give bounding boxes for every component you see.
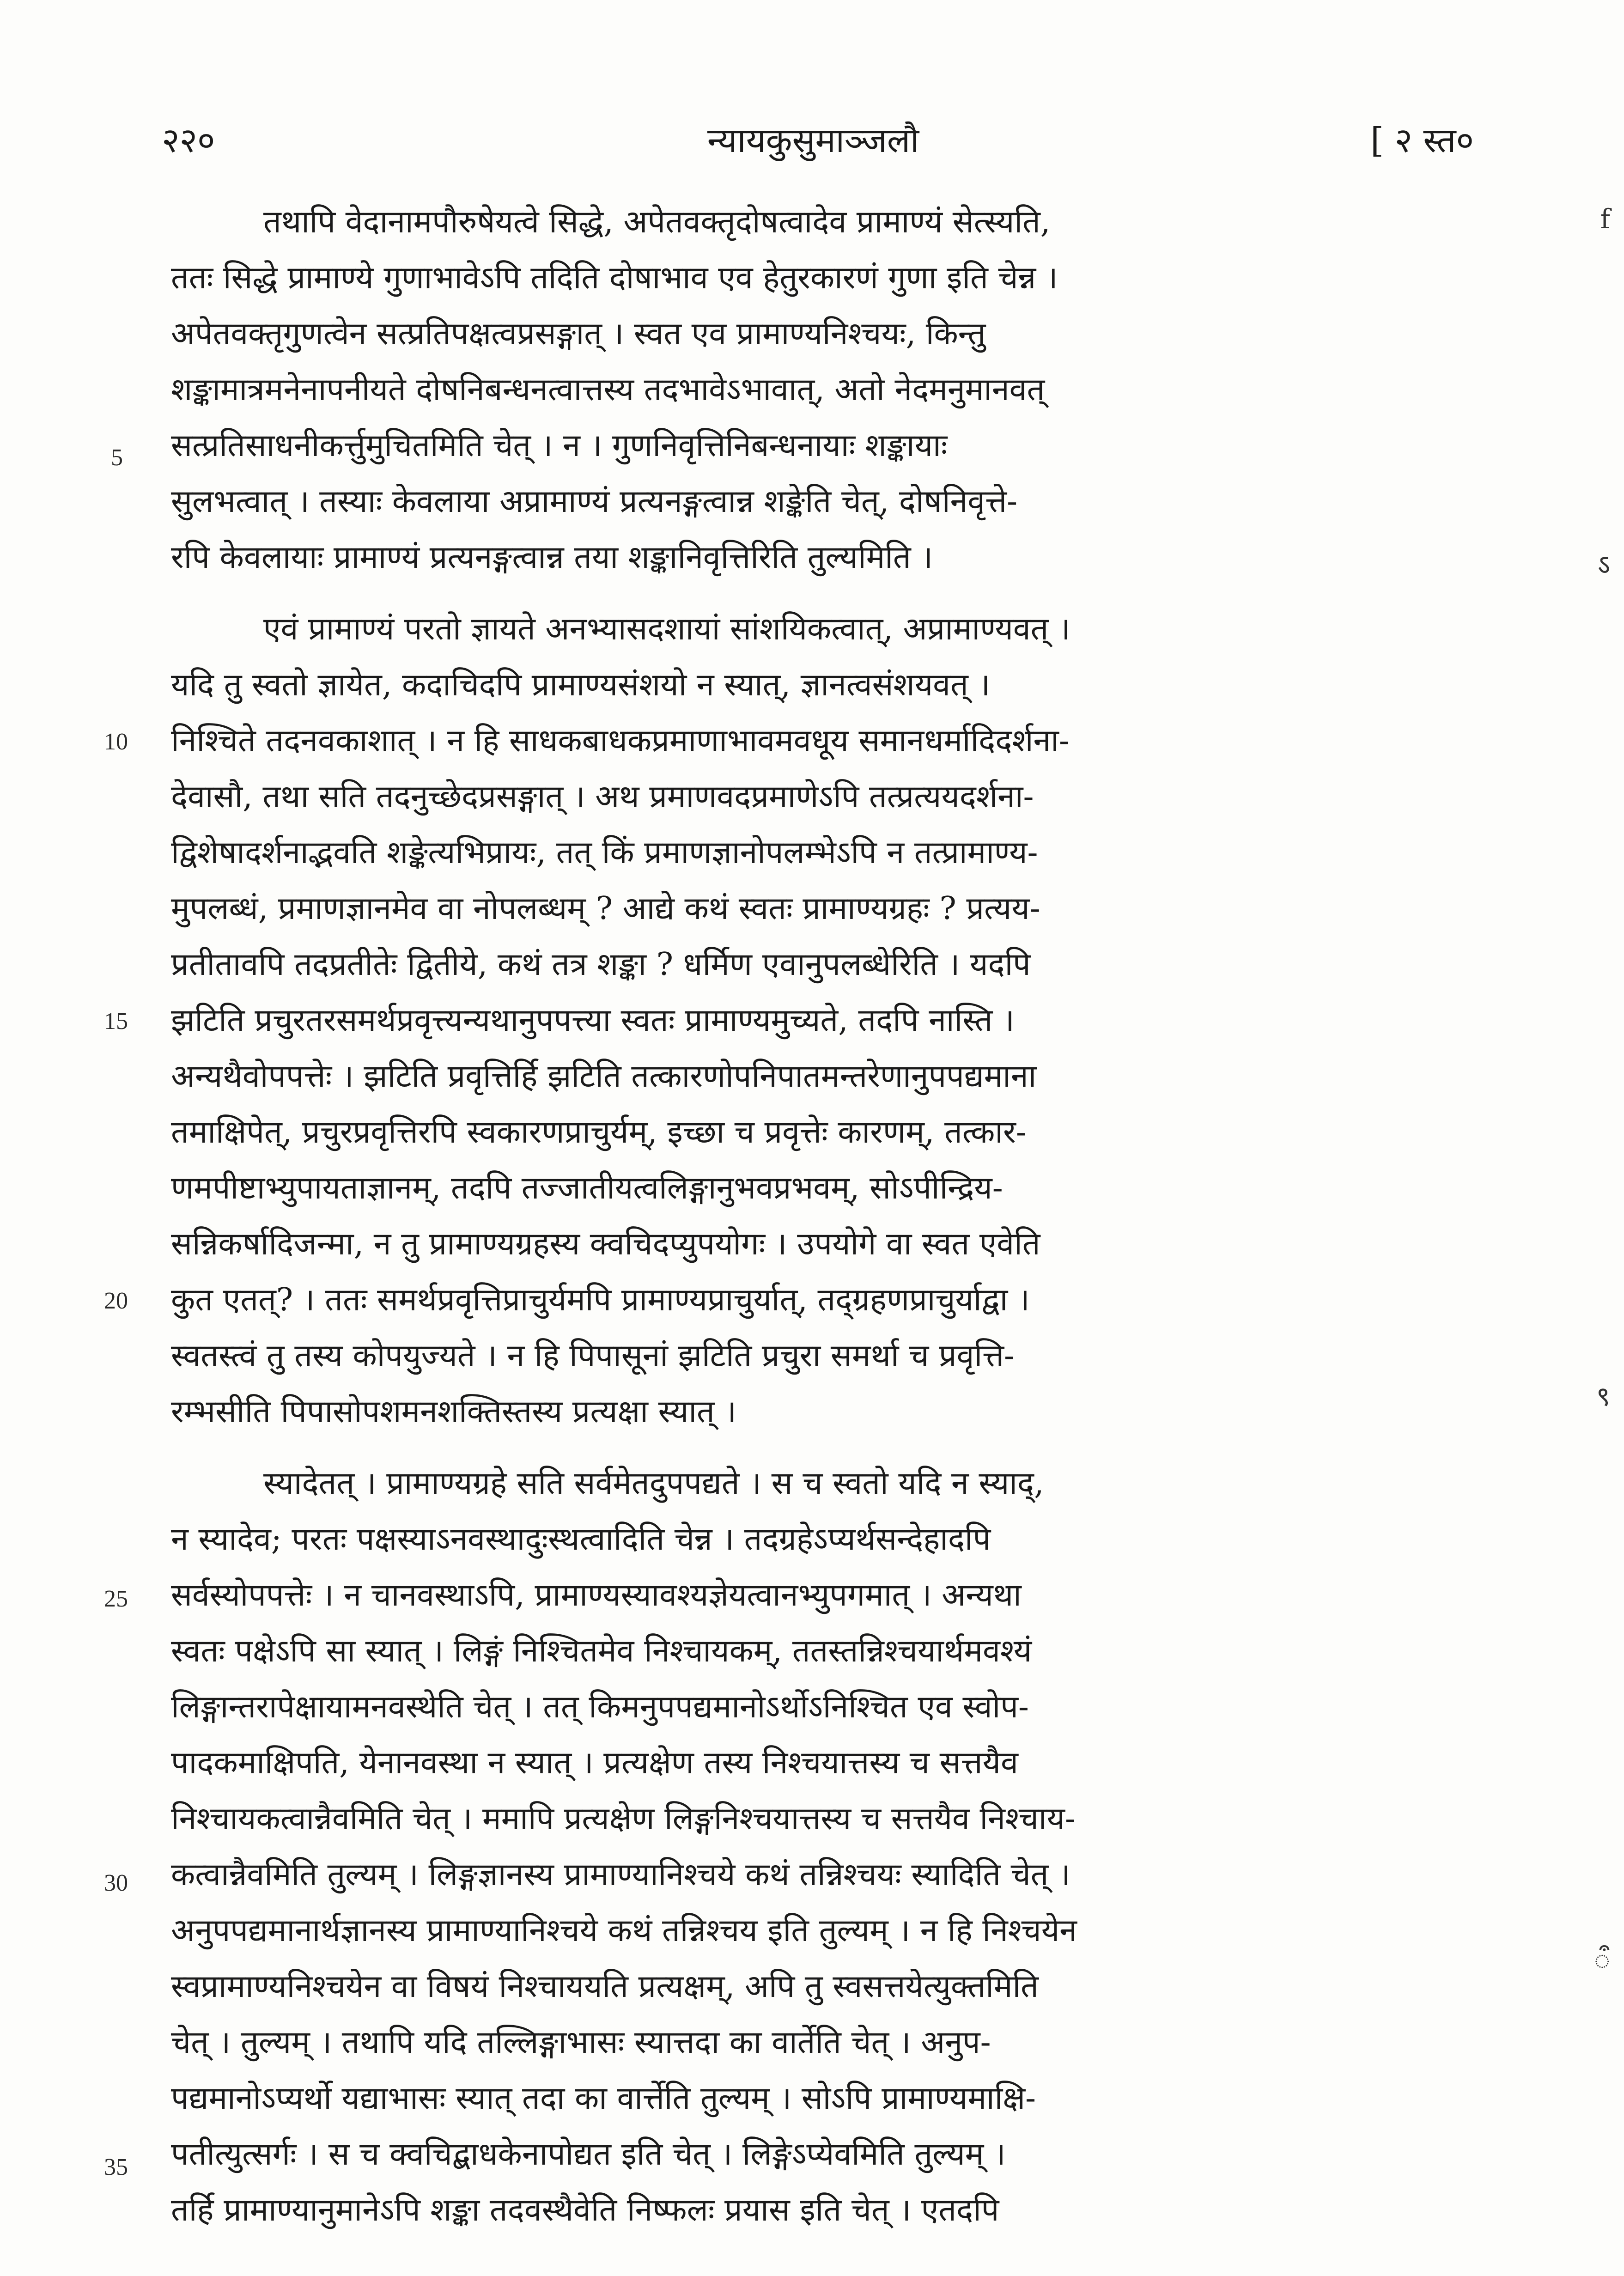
running-title: न्यायकुसुमाञ्जलौ <box>707 121 919 160</box>
margin-mark: ऀ <box>1594 1944 1610 1976</box>
text-line: कत्वान्नैवमिति तुल्यम् । लिङ्गज्ञानस्य प्रामाण्यानिश्चये कथं तन्निश्चयः स्यादिति चेत् । <box>171 1856 1071 1893</box>
line-number: 30 <box>104 1870 128 1896</box>
text-line: सर्वस्योपपत्तेः । न चानवस्थाऽपि, प्रामाण्यस्यावश्यज्ञेयत्वानभ्युपगमात् । अन्यथा <box>171 1577 1022 1613</box>
paragraph <box>157 194 1442 585</box>
text-line: निश्चिते तदनवकाशात् । न हि साधकबाधकप्रमाणाभावमवधूय समानधर्मादिदर्शना- <box>171 723 1070 759</box>
text-line: प्रतीतावपि तदप्रतीतेः द्वितीये, कथं तत्र शङ्का ? धर्मिण एवानुपलब्धेरिति । यदपि <box>171 946 1031 983</box>
text-line: रम्भसीति पिपासोपशमनशक्तिस्तस्य प्रत्यक्षा स्यात् । <box>171 1394 737 1430</box>
line-number: 5 <box>111 444 123 471</box>
margin-mark: f <box>1600 203 1610 235</box>
text-line: सत्प्रतिसाधनीकर्त्तुमुचितमिति चेत् । न । गुणनिवृत्तिनिबन्धनायाः शङ्कायाः <box>171 427 948 464</box>
text-line: तमाक्षिपेत्, प्रचुरप्रवृत्तिरपि स्वकारणप्राचुर्यम्, इच्छा च प्रवृत्तेः कारणम्, तत्कार- <box>171 1114 1027 1150</box>
text-line: न स्यादेव; परतः पक्षस्याऽनवस्थादुःस्थत्वादिति चेन्न । तदग्रहेऽप्यर्थसन्देहादपि <box>171 1521 991 1558</box>
line-number: 35 <box>104 2154 128 2180</box>
page-number: २२० <box>162 121 215 160</box>
page-header <box>152 116 1474 166</box>
section-mark: [ २ स्त० <box>1370 121 1474 160</box>
text-line: झटिति प्रचुरतरसमर्थप्रवृत्त्यन्यथानुपपत्त्या स्वतः प्रामाण्यमुच्यते, तदपि नास्ति । <box>171 1002 1015 1039</box>
text-line: ततः सिद्धे प्रामाण्ये गुणाभावेऽपि तदिति दोषाभाव एव हेतुरकारणं गुणा इति चेन्न । <box>171 260 1058 296</box>
line-number: 20 <box>104 1288 128 1314</box>
text-line: अपेतवक्तृगुणत्वेन सत्प्रतिपक्षत्वप्रसङ्गात् । स्वत एव प्रामाण्यनिश्चयः, किन्तु <box>171 316 986 352</box>
text-line: पद्यमानोऽप्यर्थो यद्याभासः स्यात् तदा का वार्त्तेति तुल्यम् । सोऽपि प्रामाण्यमाक्षि- <box>171 2080 1036 2117</box>
text-line: एवं प्रामाण्यं परतो ज्ञायते अनभ्यासदशायां सांशयिकत्वात्, अप्रामाण्यवत् । <box>263 611 1071 647</box>
text-line: अनुपपद्यमानार्थज्ञानस्य प्रामाण्यानिश्चये कथं तन्निश्चय इति तुल्यम् । न हि निश्चयेन <box>171 1912 1077 1949</box>
text-line: शङ्कामात्रमनेनापनीयते दोषनिबन्धनत्वात्तस्य तदभावेऽभावात्, अतो नेदमनुमानवत् <box>171 371 1045 408</box>
text-line: लिङ्गान्तरापेक्षायामनवस्थेति चेत् । तत् किमनुपपद्यमानोऽर्थोऽनिश्चित एव स्वोप- <box>171 1689 1029 1725</box>
paragraph <box>157 1455 1442 2238</box>
text-line: निश्चायकत्वान्नैवमिति चेत् । ममापि प्रत्यक्षेण लिङ्गनिश्चयात्तस्य च सत्तयैव निश्चाय- <box>171 1801 1076 1837</box>
text-line: मुपलब्धं, प्रमाणज्ञानमेव वा नोपलब्धम् ? आद्ये कथं स्वतः प्रामाण्यग्रहः ? प्रत्यय- <box>171 890 1040 927</box>
text-line: यदि तु स्वतो ज्ञायेत, कदाचिदपि प्रामाण्यसंशयो न स्यात्, ज्ञानत्वसंशयवत् । <box>171 667 991 703</box>
text-line: स्वतस्त्वं तु तस्य कोपयुज्यते । न हि पिपासूनां झटिति प्रचुरा समर्था च प्रवृत्ति- <box>171 1338 1015 1374</box>
text-line: सुलभत्वात् । तस्याः केवलाया अप्रामाण्यं प्रत्यनङ्गत्वान्न शङ्केति चेत्, दोषनिवृत्ते- <box>171 483 1018 520</box>
paragraph <box>157 601 1442 1440</box>
text-line: तर्हि प्रामाण्यानुमानेऽपि शङ्का तदवस्थैवेति निष्फलः प्रयास इति चेत् । एतदपि <box>171 2192 999 2228</box>
text-line: द्विशेषादर्शनाद्भवति शङ्केत्यभिप्रायः, तत् किं प्रमाणज्ञानोपलम्भेऽपि न तत्प्रामाण्य- <box>171 834 1038 871</box>
margin-mark: ऽ <box>1597 549 1610 580</box>
text-line: पादकमाक्षिपति, येनानवस्था न स्यात् । प्रत्यक्षेण तस्य निश्चयात्तस्य च सत्तयैव <box>171 1745 1018 1781</box>
text-line: देवासौ, तथा सति तदनुच्छेदप्रसङ्गात् । अथ प्रमाणवदप्रमाणेऽपि तत्प्रत्ययदर्शना- <box>171 779 1034 815</box>
line-number: 15 <box>104 1008 128 1035</box>
text-line: अन्यथैवोपपत्तेः । झटिति प्रवृत्तिर्हि झटिति तत्कारणोपनिपातमन्तरेणानुपपद्यमाना <box>171 1058 1037 1095</box>
text-line: चेत् । तुल्यम् । तथापि यदि तल्लिङ्गाभासः स्यात्तदा का वार्तेति चेत् । अनुप- <box>171 2024 991 2061</box>
text-line: सन्निकर्षादिजन्मा, न तु प्रामाण्यग्रहस्य क्वचिदप्युपयोगः । उपयोगे वा स्वत एवेति <box>171 1226 1040 1262</box>
line-number: 25 <box>104 1586 128 1612</box>
body-text <box>157 194 1442 2254</box>
text-line: पतीत्युत्सर्गः । स च क्वचिद्बाधकेनापोद्यत इति चेत् । लिङ्गेऽप्येवमिति तुल्यम् । <box>171 2136 1006 2173</box>
text-line: स्वतः पक्षेऽपि सा स्यात् । लिङ्गं निश्चितमेव निश्चायकम्, ततस्तन्निश्चयार्थमवश्यं <box>171 1633 1032 1669</box>
margin-mark: ९ <box>1596 1381 1610 1412</box>
text-line: रपि केवलायाः प्रामाण्यं प्रत्यनङ्गत्वान्न तया शङ्कानिवृत्तिरिति तुल्यमिति । <box>171 539 933 576</box>
text-line: स्वप्रामाण्यनिश्चयेन वा विषयं निश्चाययति प्रत्यक्षम्, अपि तु स्वसत्तयेत्युक्तमिति <box>171 1968 1039 2005</box>
text-line: णमपीष्टाभ्युपायताज्ञानम्, तदपि तज्जातीयत्वलिङ्गानुभवप्रभवम्, सोऽपीन्द्रिय- <box>171 1170 1003 1206</box>
line-number: 10 <box>104 729 128 755</box>
text-line: तथापि वेदानामपौरुषेयत्वे सिद्धे, अपेतवक्तृदोषत्वादेव प्रामाण्यं सेत्स्यति, <box>263 204 1051 240</box>
text-line: स्यादेतत् । प्रामाण्यग्रहे सति सर्वमेतदुपपद्यते । स च स्वतो यदि न स्याद्, <box>263 1465 1044 1502</box>
text-line: कुत एतत्? । ततः समर्थप्रवृत्तिप्राचुर्यमपि प्रामाण्यप्राचुर्यात्, तद्ग्रहणप्राचुर्याद्वा । <box>171 1282 1030 1318</box>
